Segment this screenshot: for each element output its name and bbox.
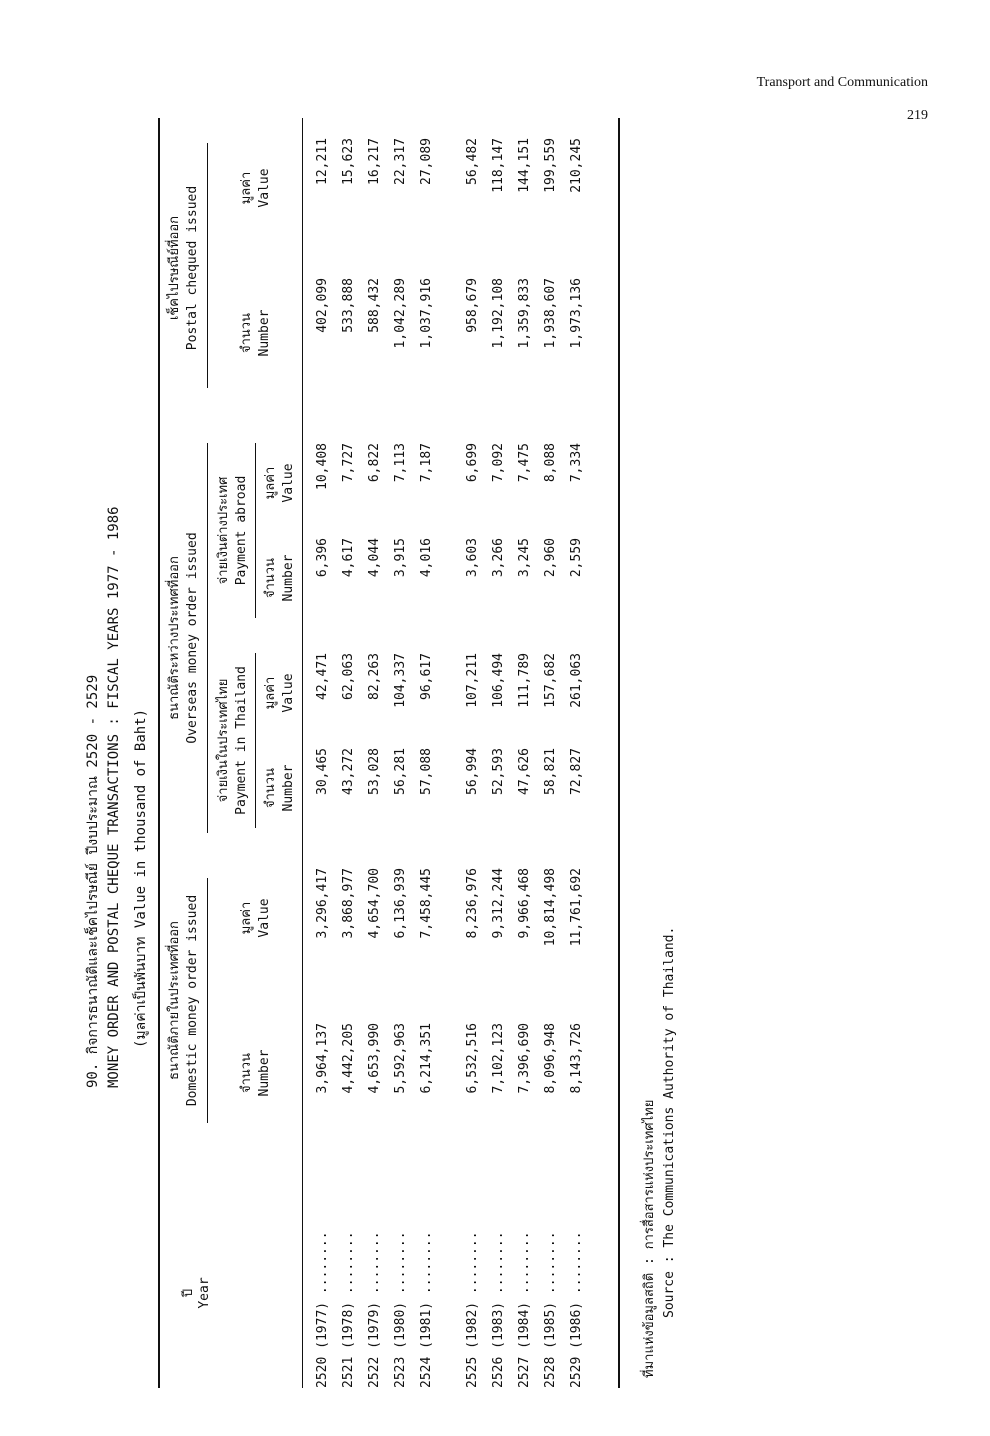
pay-abroad-header-en: Payment abroad [234,475,249,586]
cell-dom-num: 4,442,205 [341,1023,356,1094]
cell-pt-val: 42,471 [315,653,330,700]
cell-pt-num: 72,827 [569,748,584,795]
cell-dom-val: 11,761,692 [569,868,584,947]
cell-dom-val: 3,296,417 [315,868,330,939]
domestic-header-en: Domestic money order issued [185,894,200,1107]
cell-year: 2524 (1981) ........ [419,1231,434,1388]
cell-pc-num: 1,042,289 [393,278,408,349]
dom-number-en: Number [257,1049,272,1097]
cell-pa-num: 6,396 [315,538,330,578]
table-bottom-rule [618,118,620,1388]
cell-pc-val: 144,151 [517,138,532,193]
pay-thailand-header-en: Payment in Thailand [234,666,249,815]
pa-value-thai: มูลค่า [263,466,278,500]
cheque-header-rule [207,143,208,388]
cheque-header-en: Postal chequed issued [185,185,200,351]
dom-number-thai: จำนวน [239,1053,254,1093]
header-bottom-rule [302,118,303,1388]
cell-pa-num: 3,245 [517,538,532,578]
pc-value-en: Value [257,168,272,208]
cell-dom-val: 10,814,498 [543,868,558,947]
cell-dom-val: 4,654,700 [367,868,382,939]
cell-pc-val: 56,482 [465,138,480,185]
pay-abroad-rule [255,443,256,618]
cell-pt-val: 111,789 [517,653,532,708]
cell-pc-num: 1,938,607 [543,278,558,349]
cell-pt-val: 96,617 [419,653,434,700]
cell-pc-val: 15,623 [341,138,356,185]
cell-pt-num: 58,821 [543,748,558,795]
cell-pc-num: 1,192,108 [491,278,506,349]
cell-dom-num: 6,214,351 [419,1023,434,1094]
cell-pa-val: 7,113 [393,443,408,483]
cell-dom-val: 8,236,976 [465,868,480,939]
cell-pc-val: 16,217 [367,138,382,185]
cell-pt-val: 157,682 [543,653,558,708]
year-header-en: Year [197,1277,212,1309]
cell-year: 2527 (1984) ........ [517,1231,532,1388]
cell-dom-num: 8,143,726 [569,1023,584,1094]
section-header: Transport and Communication [756,75,928,90]
cell-dom-val: 9,312,244 [491,868,506,939]
pt-value-en: Value [281,673,296,713]
cell-pc-num: 588,432 [367,278,382,333]
cell-dom-val: 9,966,468 [517,868,532,939]
cell-dom-num: 5,592,963 [393,1023,408,1094]
cell-pa-val: 7,475 [517,443,532,483]
pay-abroad-header-thai: จ่ายเงินต่างประเทศ [216,476,231,585]
cell-pc-num: 1,037,916 [419,278,434,349]
cell-pc-val: 27,089 [419,138,434,185]
cell-pc-val: 199,559 [543,138,558,193]
cell-pt-num: 47,626 [517,748,532,795]
pt-number-thai: จำนวน [263,768,278,808]
year-header-thai: ปี [181,1288,196,1298]
cell-year: 2520 (1977) ........ [315,1231,330,1388]
overseas-header-thai: ธนาณัติระหว่างประเทศที่ออก [167,556,182,720]
cell-year: 2528 (1985) ........ [543,1231,558,1388]
cell-pc-num: 402,099 [315,278,330,333]
cell-pt-num: 43,272 [341,748,356,795]
cell-pc-num: 533,888 [341,278,356,333]
cell-pa-val: 7,334 [569,443,584,483]
cell-year: 2529 (1986) ........ [569,1231,584,1388]
cell-pa-num: 2,960 [543,538,558,578]
pc-number-thai: จำนวน [239,313,254,353]
pa-number-en: Number [281,554,296,602]
cell-dom-num: 4,653,990 [367,1023,382,1094]
cell-pa-val: 6,699 [465,443,480,483]
cell-pt-val: 107,211 [465,653,480,708]
page-number: 219 [907,108,928,123]
cell-year: 2523 (1980) ........ [393,1231,408,1388]
rotated-table [62,8,782,1388]
pt-number-en: Number [281,764,296,812]
cell-dom-val: 3,868,977 [341,868,356,939]
cell-pt-num: 56,281 [393,748,408,795]
cell-pa-val: 7,727 [341,443,356,483]
cell-year: 2521 (1978) ........ [341,1231,356,1388]
cell-pa-num: 2,559 [569,538,584,578]
cell-pt-num: 30,465 [315,748,330,795]
table-top-rule [158,118,160,1388]
cell-pc-val: 210,245 [569,138,584,193]
cell-pt-val: 82,263 [367,653,382,700]
cell-year: 2526 (1983) ........ [491,1231,506,1388]
cell-pt-num: 57,088 [419,748,434,795]
cell-dom-val: 7,458,445 [419,868,434,939]
cell-dom-num: 3,964,137 [315,1023,330,1094]
pc-value-thai: มูลค่า [239,171,254,205]
title-unit: (มูลค่าเป็นพันบาท Value in thousand of Baht) [133,708,149,1048]
cell-dom-num: 7,396,690 [517,1023,532,1094]
cell-pa-val: 7,092 [491,443,506,483]
cell-pt-num: 53,028 [367,748,382,795]
pa-number-thai: จำนวน [263,558,278,598]
title-thai: 90. กิจการธนาณัติและเช็คไปรษณีย์ ปีงบประมาณ 2520 - 2529 [85,674,101,1088]
cell-pt-val: 106,494 [491,653,506,708]
cell-year: 2525 (1982) ........ [465,1231,480,1388]
cell-pc-val: 118,147 [491,138,506,193]
cell-pa-num: 4,617 [341,538,356,578]
pa-value-en: Value [281,463,296,503]
domestic-header-rule [207,878,208,1123]
cell-pa-num: 4,016 [419,538,434,578]
dom-value-thai: มูลค่า [239,901,254,935]
cell-pa-num: 3,915 [393,538,408,578]
cell-pt-num: 56,994 [465,748,480,795]
source-english: Source : The Communications Authority of Thailand. [662,926,677,1318]
overseas-header-rule [207,443,208,833]
pay-thailand-header-thai: จ่ายเงินในประเทศไทย [216,678,231,803]
cell-pa-val: 10,408 [315,443,330,490]
dom-value-en: Value [257,898,272,938]
cell-year: 2522 (1979) ........ [367,1231,382,1388]
cell-pc-val: 22,317 [393,138,408,185]
cell-dom-num: 6,532,516 [465,1023,480,1094]
cell-pa-val: 7,187 [419,443,434,483]
cell-pa-num: 4,044 [367,538,382,578]
pc-number-en: Number [257,309,272,357]
cell-pt-val: 62,063 [341,653,356,700]
cell-pa-num: 3,266 [491,538,506,578]
cell-pa-val: 6,822 [367,443,382,483]
cell-pt-val: 261,063 [569,653,584,708]
cell-pt-num: 52,593 [491,748,506,795]
domestic-header-thai: ธนาณัติภายในประเทศที่ออก [167,921,182,1080]
overseas-header-en: Overseas money order issued [185,532,200,744]
cell-dom-num: 8,096,948 [543,1023,558,1094]
cell-pa-val: 8,088 [543,443,558,483]
cell-pa-num: 3,603 [465,538,480,578]
cell-pc-num: 1,359,833 [517,278,532,349]
cell-pc-num: 958,679 [465,278,480,333]
cell-pt-val: 104,337 [393,653,408,708]
pt-value-thai: มูลค่า [263,676,278,710]
cell-pc-num: 1,973,136 [569,278,584,349]
cell-dom-num: 7,102,123 [491,1023,506,1094]
cell-dom-val: 6,136,939 [393,868,408,939]
title-english: MONEY ORDER AND POSTAL CHEQUE TRANSACTIONS : FISCAL YEARS 1977 - 1986 [106,506,122,1088]
source-thai: ที่มาแห่งข้อมูลสถิติ : การสื่อสารแห่งประเทศไทย [642,1099,657,1378]
pay-thailand-rule [255,653,256,828]
cheque-header-thai: เช็คไปรษณีย์ที่ออก [167,215,182,321]
cell-pc-val: 12,211 [315,138,330,185]
